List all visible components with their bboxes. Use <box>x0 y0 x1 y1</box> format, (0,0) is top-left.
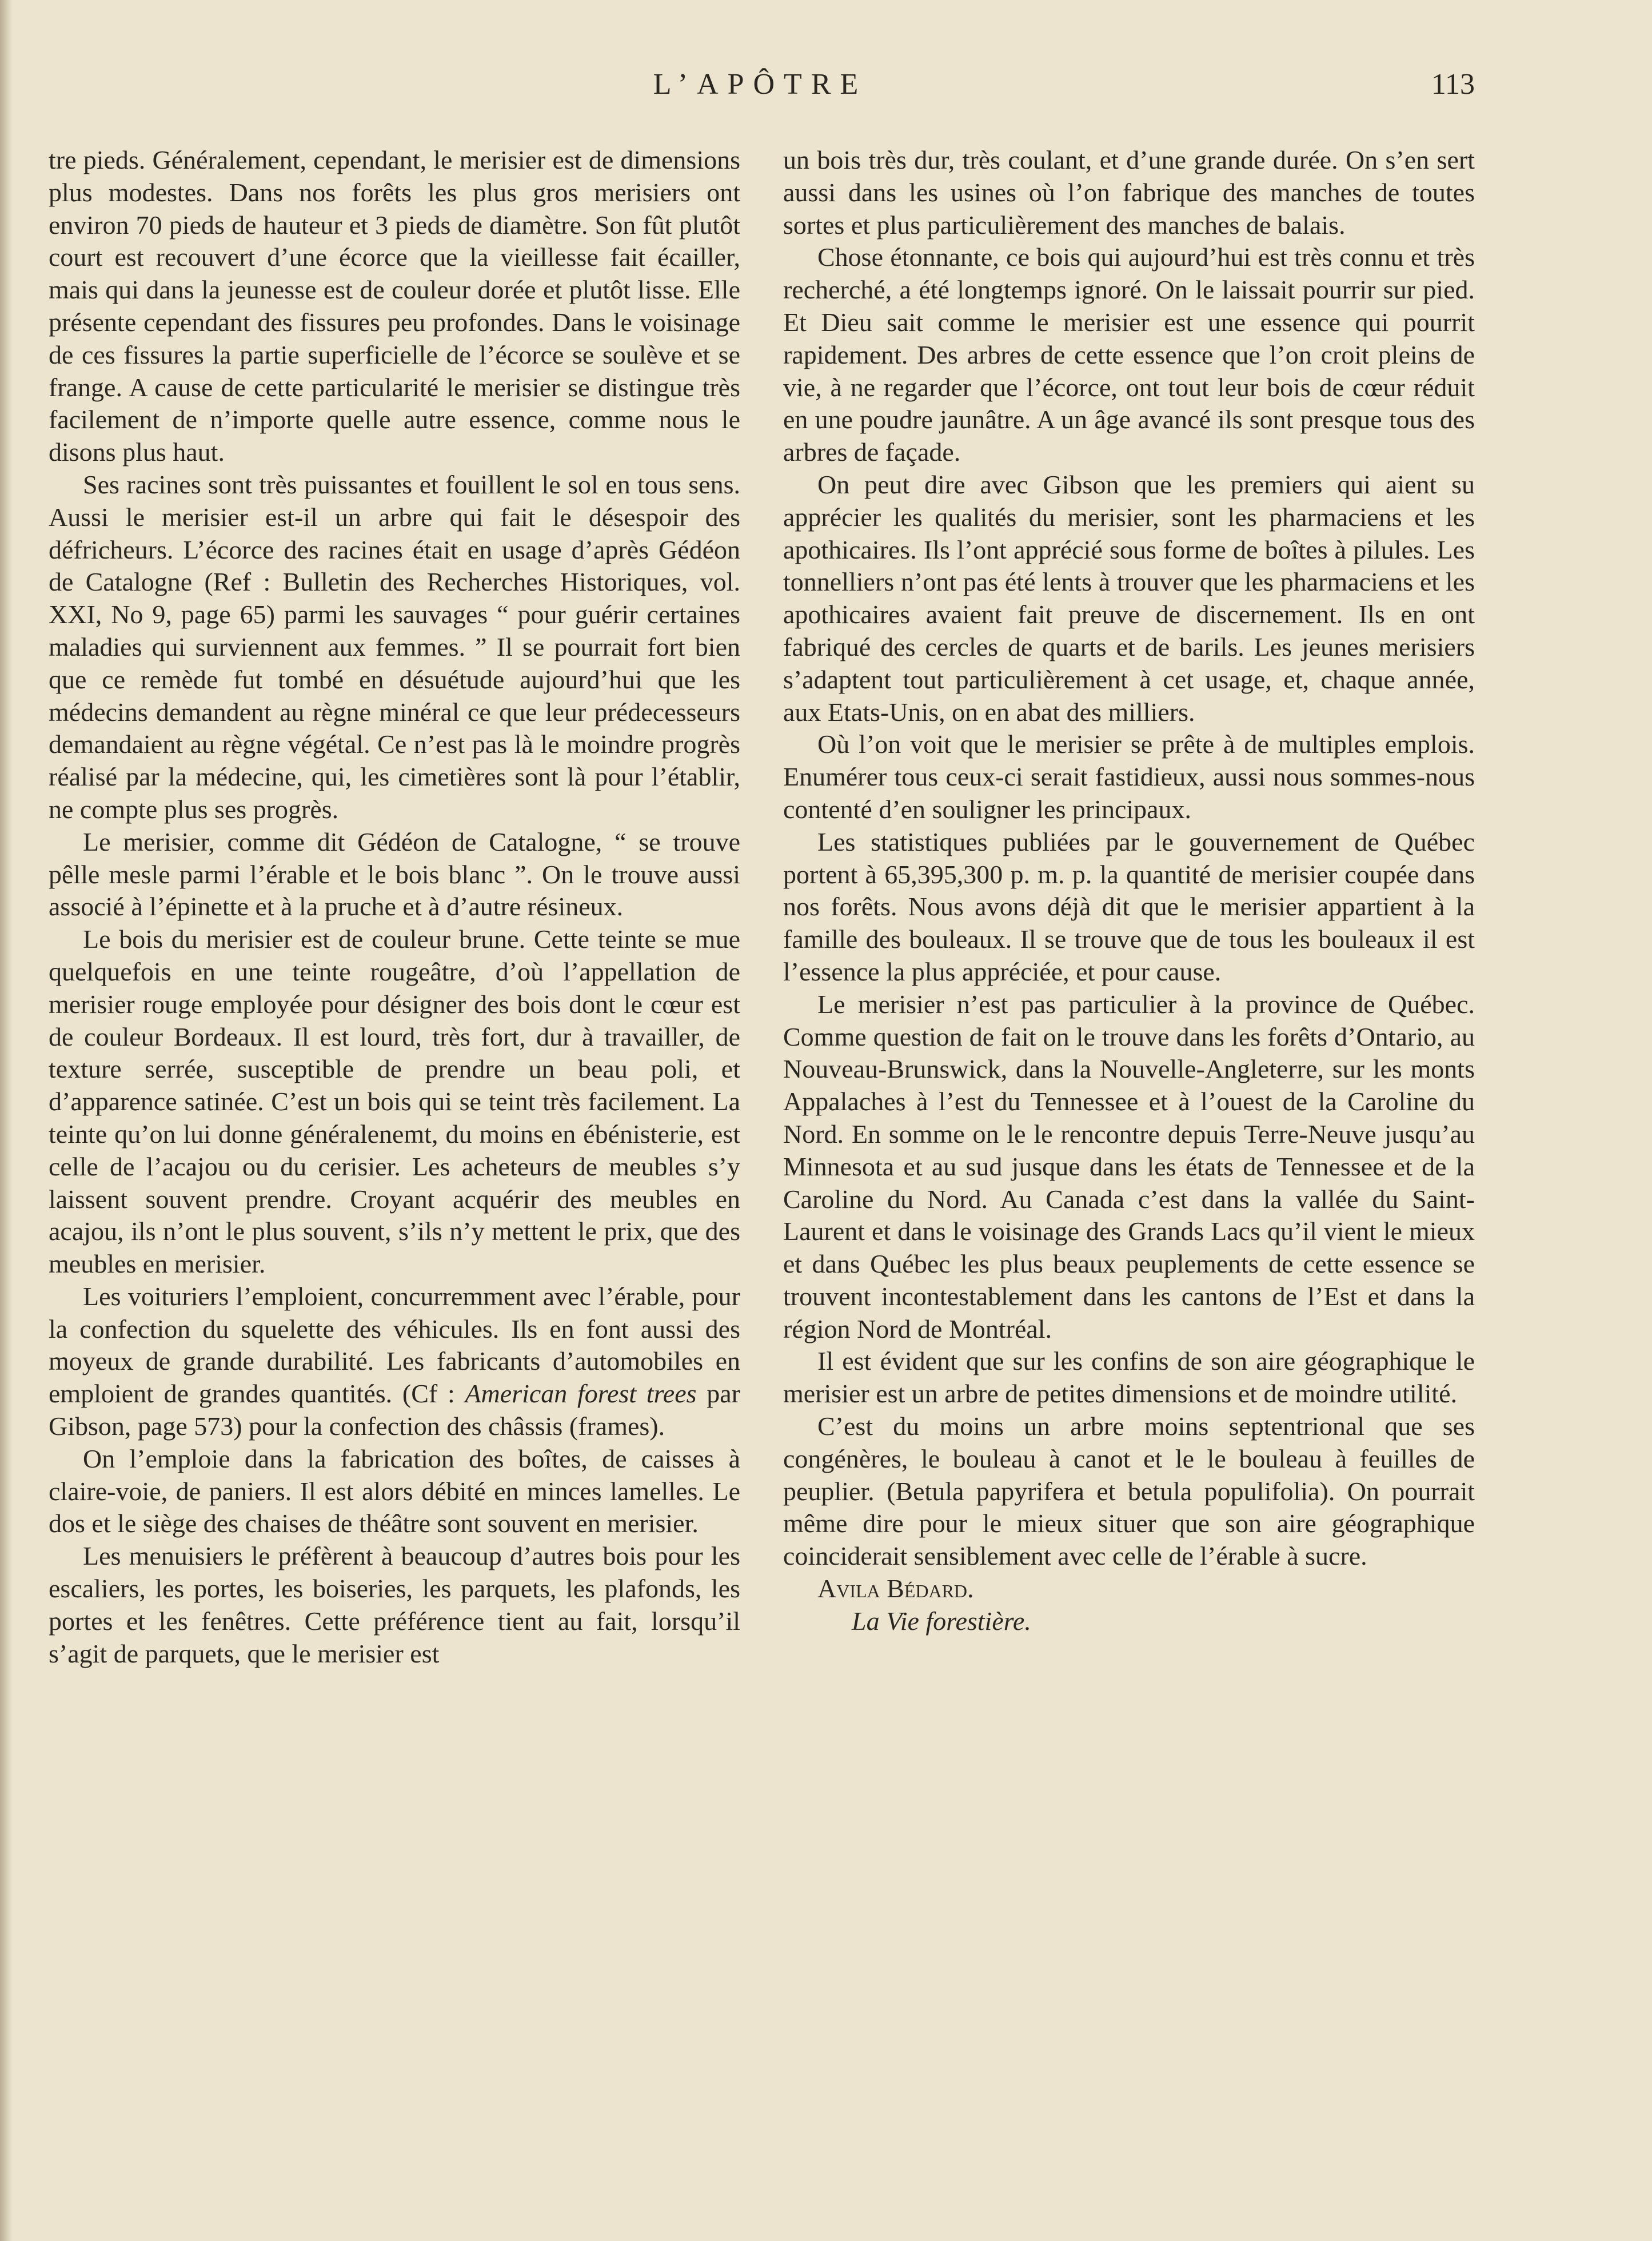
paragraph: On l’emploie dans la fabrication des boîtes, de caisses à claire-voie, de paniers. Il est alors débité en minces lamelles. Le dos et le siège des chaises de théâtre sont souvent en merisier. <box>49 1444 740 1538</box>
paragraph: tre pieds. Généralement, cependant, le merisier est de dimensions plus modestes. Dans nos forêts les plus gros merisiers ont environ 70 pieds de hauteur et 3 pieds de diamètre. Son fût plutôt court est recouvert d’une écorce que la vieillesse fait écailler, mais qui dans la jeunesse est de couleur dorée et plutôt lisse. Elle présente cependant des fissures peu profondes. Dans le voisinage de ces fissures la partie superficielle de l’écorce se soulève et se frange. A cause de cette particularité le merisier se distingue très facilement de n’importe quelle autre essence, comme nous le disons plus haut. <box>49 145 740 467</box>
paragraph: Les statistiques publiées par le gouvernement de Québec portent à 65,395,300 p. m. p. la quantité de merisier coupée dans nos forêts. Nous avons déjà dit que le merisier appartient à la famille des bouleaux. Il se trouve que de tous les bouleaux il est l’essence la plus appréciée, et pour cause. <box>783 827 1475 986</box>
page-header <box>46 67 1475 113</box>
paragraph: un bois très dur, très coulant, et d’une grande durée. On s’en sert aussi dans les usines où l’on fabrique des manches de toutes sortes et plus particulièrement des manches de balais. <box>783 145 1475 240</box>
paragraph: On peut dire avec Gibson que les premiers qui aient su apprécier les qualités du merisier, sont les pharmaciens et les apothicaires. Ils l’ont apprécié sous forme de boîtes à pilules. Les tonnelliers n’ont pas été lents à trouver que les pharmaciens et les apothicaires avaient fait preuve de discernement. Ils en ont fabriqué des cercles de quarts et de barils. Les jeunes merisiers s’adaptent tout particulièrement à cet usage, et, chaque année, aux Etats-Unis, on en abat des milliers. <box>783 469 1475 727</box>
right-column <box>783 144 1475 1670</box>
source-citation: La Vie forestière. <box>852 1606 1031 1636</box>
page-binding-edge <box>0 0 13 2241</box>
author-name: Avila Bédard. <box>817 1574 974 1604</box>
paragraph-text: Les voituriers l’emploient, concurremment avec l’érable, pour la confection du squelette des véhicules. Ils en font aussi des moyeux de grande durabilité. Les fabricants d’automobiles en emploient de grandes quantités. (Cf : <box>49 1281 740 1409</box>
paragraph: Le bois du merisier est de couleur brune. Cette teinte se mue quelquefois en une teinte rougeâtre, d’où l’appellation de merisier rouge employée pour désigner des bois dont le cœur est de couleur Bordeaux. Il est lourd, très fort, dur à travailler, de texture serrée, susceptible de prendre un beau poli, et d’apparence satinée. C’est un bois qui se teint très facilement. La teinte qu’on lui donne généralenemt, du moins en ébénisterie, est celle de l’acajou ou du cerisier. Les acheteurs de meubles s’y laissent souvent prendre. Croyant acquérir des meubles en acajou, ils n’ont le plus souvent, s’ils n’y mettent le prix, que des meubles en merisier. <box>49 924 740 1279</box>
article-body <box>49 144 1475 1670</box>
paragraph: Chose étonnante, ce bois qui aujourd’hui est très connu et très recherché, a été longtemps ignoré. On le laissait pourrir sur pied. Et Dieu sait comme le merisier est une essence qui pourrit rapidement. Des arbres de cette essence que l’on croit pleins de vie, à ne regarder que l’écorce, ont tout leur bois de cœur réduit en une poudre jaunâtre. A un âge avancé ils sont presque tous des arbres de façade. <box>783 242 1475 467</box>
paragraph: Il est évident que sur les confins de son aire géographique le merisier est un arbre de petites dimensions et de moindre utilité. <box>783 1346 1475 1409</box>
running-title: L’APÔTRE <box>653 68 868 101</box>
author-signature <box>783 1573 1475 1605</box>
paragraph: C’est du moins un arbre moins septentrional que ses congénères, le bouleau à canot et le le bouleau à feuilles de peuplier. (Betula papyrifera et betula populifolia). On pourrait même dire pour le mieux situer que son aire géographique coinciderait sensiblement avec celle de l’érable à sucre. <box>783 1411 1475 1571</box>
paragraph-text: par Gibson, page 573) pour la confection des châssis (frames). <box>49 1379 740 1441</box>
page-number: 113 <box>1431 68 1475 101</box>
paragraph: Le merisier, comme dit Gédéon de Catalogne, “ se trouve pêlle mesle parmi l’érable et le bois blanc ”. On le trouve aussi associé à l’épinette et à la pruche et à d’autre résineux. <box>49 827 740 922</box>
left-column <box>49 144 740 1670</box>
book-title: American forest trees <box>465 1379 697 1409</box>
paragraph: Ses racines sont très puissantes et fouillent le sol en tous sens. Aussi le merisier est-il un arbre qui fait le désespoir des défricheurs. L’écorce des racines était en usage d’après Gédéon de Catalogne (Ref : Bulletin des Recherches Historiques, vol. XXI, No 9, page 65) parmi les sauvages “ pour guérir certaines maladies qui surviennent aux femmes. ” Il se pourrait fort bien que ce remède fut tombé en désuétude aujourd’hui que les médecins demandent au règne minéral ce que leur prédecesseurs demandaient au règne végétal. Ce n’est pas là le moindre progrès réalisé par la médecine, qui, les cimetières sont là pour l’établir, ne compte plus ses progrès. <box>49 469 740 824</box>
paragraph <box>49 1281 740 1443</box>
paragraph: Les menuisiers le préfèrent à beaucoup d’autres bois pour les escaliers, les portes, les boiseries, les parquets, les plafonds, les portes et les fenêtres. Cette préférence tient au fait, lorsqu’il s’agit de parquets, que le merisier est <box>49 1541 740 1668</box>
paragraph: Où l’on voit que le merisier se prête à de multiples emplois. Enumérer tous ceux-ci serait fastidieux, aussi nous sommes-nous contenté d’en souligner les principaux. <box>783 729 1475 824</box>
paragraph: Le merisier n’est pas particulier à la province de Québec. Comme question de fait on le trouve dans les forêts d’Ontario, au Nouveau-Brunswick, dans la Nouvelle-Angleterre, sur les monts Appalaches à l’est du Tennessee et à l’ouest de la Caroline du Nord. En somme on le le rencontre depuis Terre-Neuve jusqu’au Minnesota et au sud jusque dans les états de Tennessee et de la Caroline du Nord. Au Canada c’est dans la vallée du Saint-Laurent et dans le voisinage des Grands Lacs qu’il vient le mieux et dans Québec les plus beaux peuplements de cette essence se trouvent incontestablement dans les cantons de l’Est et dans la région Nord de Montréal. <box>783 989 1475 1343</box>
